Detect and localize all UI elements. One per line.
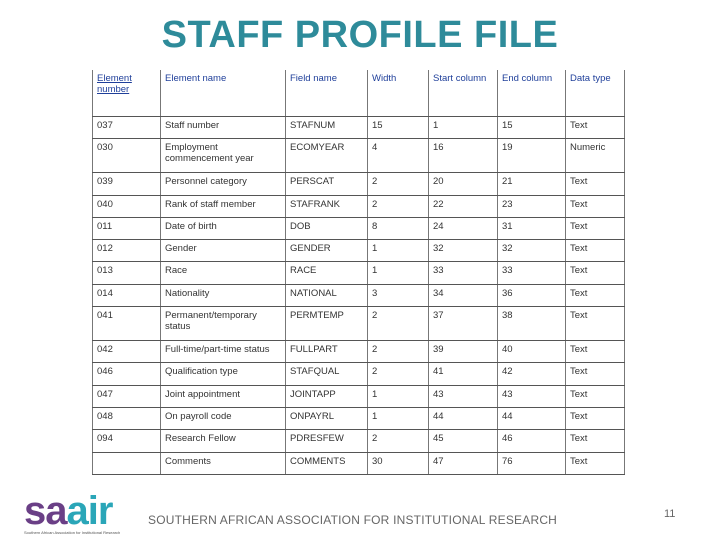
cell-start-column: 24 [429,217,498,239]
cell-element-number: 014 [93,284,161,306]
cell-element-name: Permanent/temporary status [161,307,286,341]
cell-element-name: Personnel category [161,173,286,195]
table-row [93,284,625,306]
cell-field-name: ECOMYEAR [286,139,368,173]
logo-sa-text: sa [24,489,67,533]
cell-element-name: Comments [161,452,286,474]
cell-width: 2 [368,430,429,452]
cell-field-name: STAFQUAL [286,363,368,385]
header-field-name: Field name [286,70,368,117]
header-width: Width [368,70,429,117]
table-header-row [93,70,625,117]
cell-element-number: 030 [93,139,161,173]
cell-element-name: Employment commencement year [161,139,286,173]
cell-data-type: Text [566,117,625,139]
cell-element-name: Staff number [161,117,286,139]
cell-data-type: Text [566,452,625,474]
page-title: STAFF PROFILE FILE [161,14,559,56]
cell-field-name: ONPAYRL [286,407,368,429]
footer-organization: SOUTHERN AFRICAN ASSOCIATION FOR INSTITUTIONAL RESEARCH [148,513,558,527]
cell-element-name: Research Fellow [161,430,286,452]
cell-element-number: 037 [93,117,161,139]
table-row [93,430,625,452]
table-row [93,117,625,139]
cell-width: 2 [368,195,429,217]
cell-element-name: Date of birth [161,217,286,239]
table-row [93,452,625,474]
cell-field-name: FULLPART [286,341,368,363]
cell-width: 2 [368,341,429,363]
cell-start-column: 47 [429,452,498,474]
logo-caption: Southern African Association for Institutional Research [24,530,121,535]
cell-data-type: Numeric [566,139,625,173]
cell-start-column: 1 [429,117,498,139]
cell-data-type: Text [566,173,625,195]
cell-width: 8 [368,217,429,239]
cell-end-column: 23 [498,195,566,217]
cell-width: 4 [368,139,429,173]
cell-width: 2 [368,363,429,385]
cell-start-column: 20 [429,173,498,195]
cell-start-column: 45 [429,430,498,452]
table-row [93,195,625,217]
cell-end-column: 21 [498,173,566,195]
cell-data-type: Text [566,240,625,262]
cell-width: 15 [368,117,429,139]
cell-width: 30 [368,452,429,474]
cell-start-column: 37 [429,307,498,341]
page-number: 11 [664,508,676,520]
cell-end-column: 31 [498,217,566,239]
cell-element-number: 039 [93,173,161,195]
cell-field-name: PERSCAT [286,173,368,195]
cell-element-number: 012 [93,240,161,262]
cell-start-column: 22 [429,195,498,217]
cell-element-number: 094 [93,430,161,452]
cell-end-column: 32 [498,240,566,262]
table-row [93,385,625,407]
header-element-name: Element name [161,70,286,117]
cell-element-name: Qualification type [161,363,286,385]
cell-start-column: 32 [429,240,498,262]
table-row [93,139,625,173]
staff-profile-table [92,70,625,475]
cell-field-name: STAFRANK [286,195,368,217]
cell-field-name: JOINTAPP [286,385,368,407]
cell-end-column: 19 [498,139,566,173]
header-data-type: Data type [566,70,625,117]
cell-field-name: PDRESFEW [286,430,368,452]
cell-element-name: Race [161,262,286,284]
cell-element-number: 013 [93,262,161,284]
cell-field-name: DOB [286,217,368,239]
cell-end-column: 43 [498,385,566,407]
header-element-number: Element number [93,70,161,117]
cell-data-type: Text [566,430,625,452]
cell-element-number: 042 [93,341,161,363]
table-row [93,173,625,195]
cell-field-name: NATIONAL [286,284,368,306]
header-start-column: Start column [429,70,498,117]
cell-width: 2 [368,307,429,341]
cell-end-column: 33 [498,262,566,284]
cell-start-column: 41 [429,363,498,385]
cell-element-number [93,452,161,474]
cell-element-name: Rank of staff member [161,195,286,217]
cell-data-type: Text [566,262,625,284]
cell-element-number: 041 [93,307,161,341]
header-end-column: End column [498,70,566,117]
cell-field-name: PERMTEMP [286,307,368,341]
table-row [93,341,625,363]
cell-data-type: Text [566,195,625,217]
cell-end-column: 76 [498,452,566,474]
cell-width: 3 [368,284,429,306]
cell-data-type: Text [566,341,625,363]
cell-start-column: 43 [429,385,498,407]
cell-element-name: Joint appointment [161,385,286,407]
cell-element-number: 011 [93,217,161,239]
cell-data-type: Text [566,284,625,306]
table-row [93,307,625,341]
cell-element-name: On payroll code [161,407,286,429]
logo-air-text: air [66,489,113,533]
cell-end-column: 38 [498,307,566,341]
cell-field-name: STAFNUM [286,117,368,139]
cell-end-column: 36 [498,284,566,306]
cell-start-column: 39 [429,341,498,363]
table-row [93,363,625,385]
cell-data-type: Text [566,407,625,429]
cell-element-number: 046 [93,363,161,385]
cell-start-column: 34 [429,284,498,306]
cell-width: 1 [368,407,429,429]
cell-start-column: 16 [429,139,498,173]
cell-end-column: 40 [498,341,566,363]
cell-start-column: 44 [429,407,498,429]
cell-data-type: Text [566,363,625,385]
cell-end-column: 46 [498,430,566,452]
table-row [93,262,625,284]
table-row [93,240,625,262]
cell-field-name: RACE [286,262,368,284]
table-row [93,217,625,239]
cell-field-name: COMMENTS [286,452,368,474]
cell-end-column: 44 [498,407,566,429]
cell-width: 1 [368,385,429,407]
cell-element-number: 048 [93,407,161,429]
cell-width: 2 [368,173,429,195]
cell-end-column: 15 [498,117,566,139]
cell-element-name: Full-time/part-time status [161,341,286,363]
cell-start-column: 33 [429,262,498,284]
cell-element-name: Gender [161,240,286,262]
cell-data-type: Text [566,307,625,341]
saair-logo [24,489,136,537]
cell-data-type: Text [566,217,625,239]
cell-element-name: Nationality [161,284,286,306]
table-row [93,407,625,429]
cell-field-name: GENDER [286,240,368,262]
cell-element-number: 040 [93,195,161,217]
cell-data-type: Text [566,385,625,407]
cell-width: 1 [368,240,429,262]
cell-width: 1 [368,262,429,284]
cell-end-column: 42 [498,363,566,385]
cell-element-number: 047 [93,385,161,407]
